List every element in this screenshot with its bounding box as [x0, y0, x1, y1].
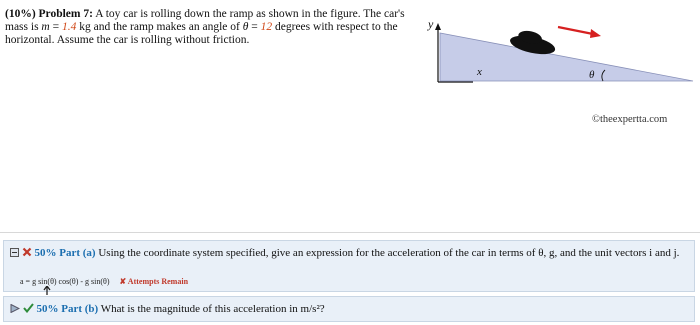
angle-label: θ: [589, 69, 595, 81]
part-a-panel[interactable]: [3, 240, 695, 292]
check-icon: [23, 303, 34, 313]
copyright-text: ©theexpertta.com: [592, 114, 668, 125]
velocity-arrow: [558, 27, 593, 34]
part-a-question: Using the coordinate system specified, give an expression for the acceleration of the car in terms of θ, g, and the unit vectors i and j.: [98, 247, 680, 259]
part-b-percent: 50% Part (b): [36, 303, 99, 315]
part-a-answer: a = g sin(θ) cos(θ) - g sin(θ): [20, 277, 110, 286]
part-b-header: [10, 303, 325, 315]
angle-symbol: θ: [242, 21, 249, 33]
angle-value: 12: [260, 21, 273, 33]
ramp-figure: [425, 15, 695, 95]
part-a-percent: 50% Part (a): [34, 247, 96, 259]
y-axis-arrowhead: [435, 23, 441, 30]
collapse-icon[interactable]: [10, 248, 19, 257]
mass-equals: =: [52, 21, 60, 33]
mass-symbol: m: [41, 21, 50, 33]
y-axis-label: y: [428, 17, 434, 31]
part-b-panel[interactable]: [3, 296, 695, 322]
part-b-question: What is the magnitude of this acceleration in m/s²?: [100, 303, 325, 315]
problem-text-3: degrees with respect to the horizontal. Assume the car is rolling without friction.: [5, 21, 398, 46]
part-a-header: [10, 247, 686, 259]
incorrect-icon: [22, 247, 32, 257]
problem-statement: [5, 8, 417, 47]
velocity-arrowhead: [590, 29, 601, 38]
problem-text-2: kg and the ramp makes an angle of: [79, 21, 240, 33]
x-axis-label: x: [477, 66, 482, 78]
part-a-answer-row: [20, 277, 188, 286]
attempts-remain: ✘ Attempts Remain: [119, 277, 189, 286]
angle-equals: =: [251, 21, 258, 33]
mass-value: 1.4: [61, 21, 77, 33]
problem-text-1: A toy car is rolling down the ramp as shown in the figure. The car's mass is: [5, 8, 405, 33]
separator: [0, 232, 700, 233]
expand-icon[interactable]: [10, 304, 20, 313]
problem-label: (10%) Problem 7:: [5, 8, 93, 20]
